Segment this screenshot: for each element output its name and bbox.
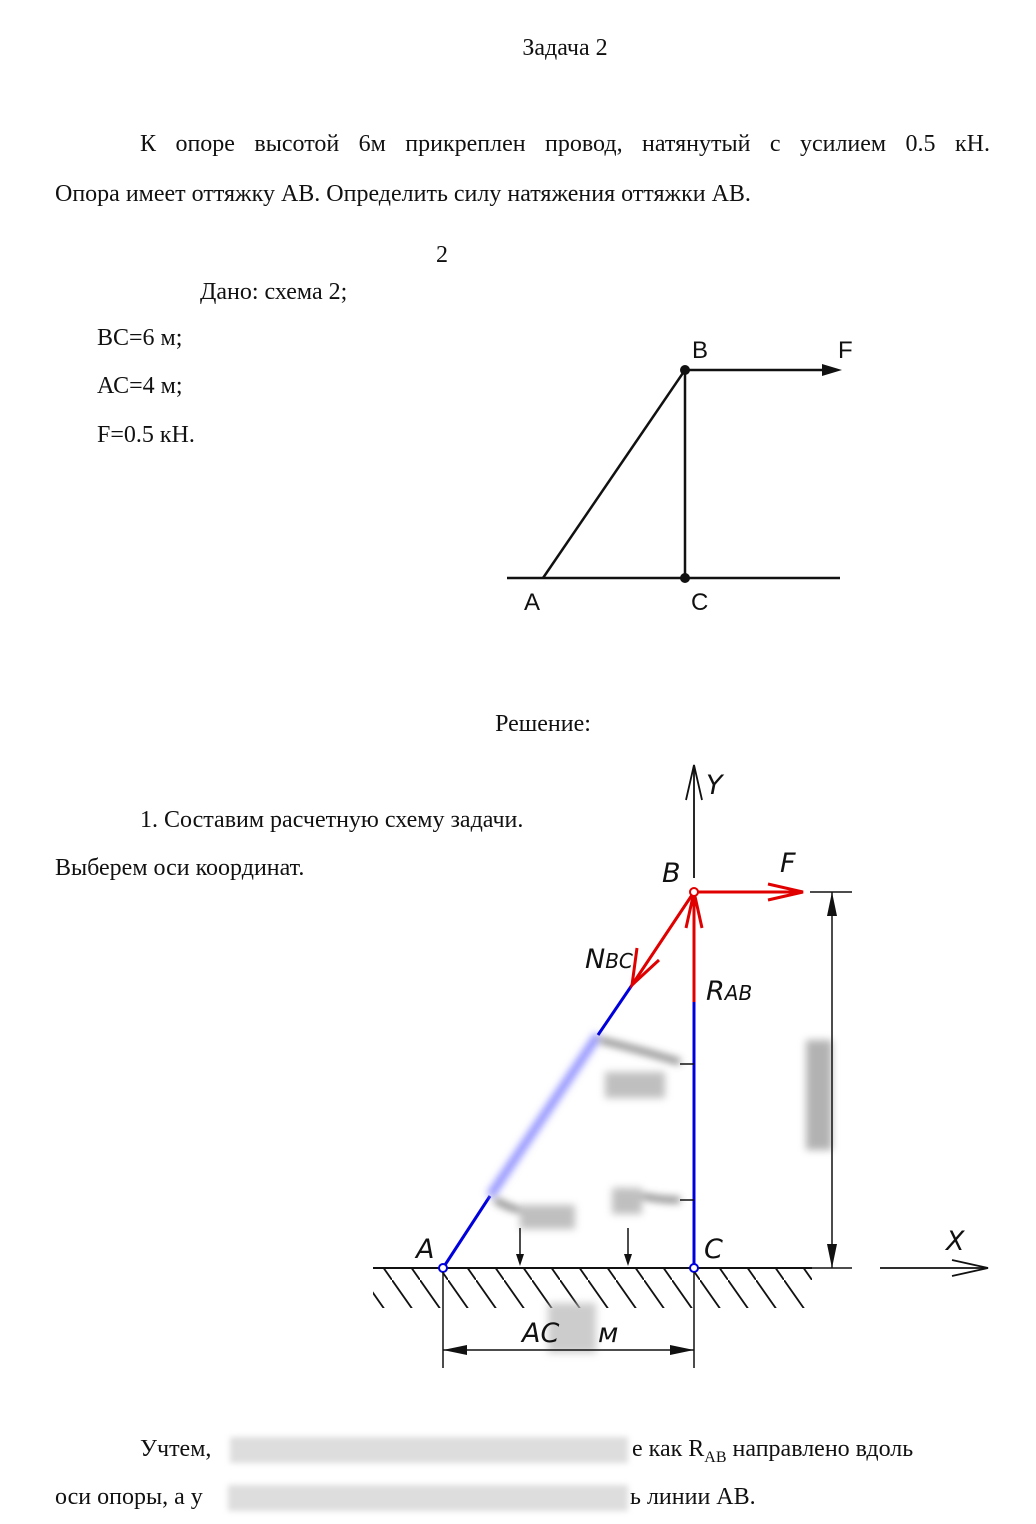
dim-bc-arrow-top [827,892,837,916]
scheme-2-diagram [0,0,1036,660]
node-a [439,1264,447,1272]
label-b: B [662,858,681,889]
dim-bc-arrow-bottom [827,1244,837,1268]
guy-wire-ab-lower [443,1196,490,1268]
label-a: A [416,1234,435,1265]
label-x-axis: X [946,1226,965,1257]
node-c [680,573,690,583]
label-y-axis: Y [706,770,723,801]
label-b: B [692,337,709,364]
guy-wire-ab [543,370,685,578]
problem-line-2: Опора имеет оттяжку АВ. Определить силу натяжения оттяжки АВ. [55,181,751,207]
force-n-bc [632,892,694,985]
node-b [680,365,690,375]
force-f-arrowhead [822,364,842,376]
problem-line-1: К опоре высотой 6м прикреплен провод, натянутый с усилием 0.5 кН. [140,131,990,157]
footer-line-1-start: Учтем, [140,1436,212,1462]
scheme-number: 2 [436,242,448,268]
calculation-scheme-diagram [0,740,1036,1390]
page-title: Задача 2 [522,35,608,61]
solution-heading: Решение: [495,711,591,737]
guy-wire-ab-upper [598,985,632,1035]
label-a: A [524,589,541,616]
footer-line-2-end: ь линии АВ. [630,1484,756,1510]
footer-line-2-redacted [228,1485,628,1511]
footer-line-1-redacted [230,1437,628,1463]
angle-tick-3-head [516,1254,524,1266]
label-f: F [780,848,796,879]
label-f: F [838,337,853,364]
dim-ac-arrow-left [443,1345,467,1355]
given-item-ac: АС=4 м; [97,373,183,399]
label-n-bc: NBC [585,944,633,975]
step-1-line-1: 1. Составим расчетную схему задачи. [140,807,524,833]
ground-hatching [373,1268,812,1308]
footer-line-1-end: е как $R_{AB}$ направлено вдоль [632,1436,914,1466]
given-label: Дано: схема 2; [200,279,348,305]
given-item-bc: ВС=6 м; [97,325,183,351]
footer-line-2-start: оси опоры, а у [55,1484,203,1510]
label-c: C [704,1234,723,1265]
label-c: C [691,589,709,616]
angle-tick-4-head [624,1254,632,1266]
given-item-f: F=0.5 кН. [97,422,195,448]
label-dim-ac-end: м [598,1318,619,1349]
guy-wire-ab-blurred [490,1035,598,1196]
label-r-ab: RAB [706,976,753,1007]
node-c [690,1264,698,1272]
node-b [690,888,698,896]
label-dim-ac-start: AC [522,1318,560,1349]
step-1-line-2: Выберем оси координат. [55,855,305,881]
dim-ac-arrow-right [670,1345,694,1355]
